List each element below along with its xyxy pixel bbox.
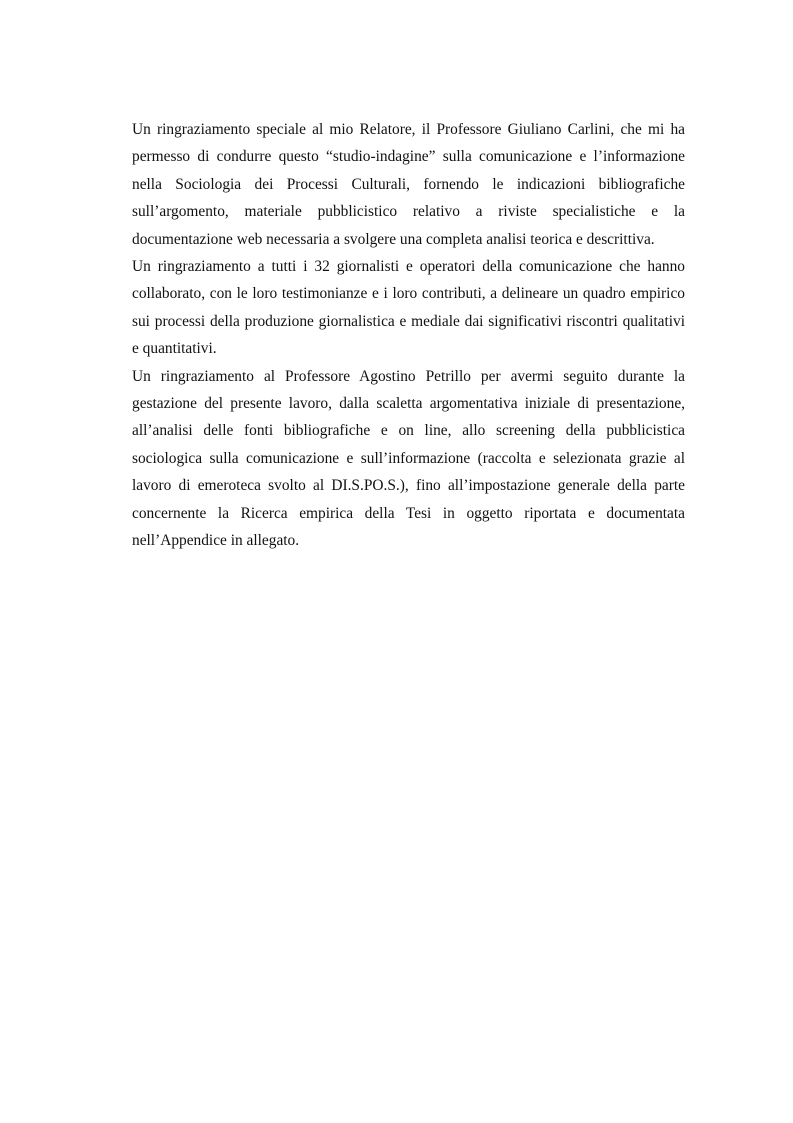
acknowledgements-text <box>132 116 685 555</box>
paragraph-petrillo: Un ringraziamento al Professore Agostino Petrillo per avermi seguito durante la gestazione del presente lavoro, dalla scaletta argomentativa iniziale di presentazione, all’analisi delle fonti bibliografiche e on line, allo screening della pubblicistica sociologica sulla comunicazione e sull’informazione (raccolta e selezionata grazie al lavoro di emeroteca svolto al DI.S.PO.S.), fino all’impostazione generale della parte concernente la Ricerca empirica della Tesi in oggetto riportata e documentata nell’Appendice in allegato. <box>132 367 685 550</box>
paragraph-giornalisti: Un ringraziamento a tutti i 32 giornalisti e operatori della comunicazione che hanno collaborato, con le loro testimonianze e i loro contributi, a delineare un quadro empirico sui processi della produzione giornalistica e mediale dai significativi riscontri qualitativi e quantitativi. <box>132 258 685 358</box>
paragraph-relatore: Un ringraziamento speciale al mio Relatore, il Professore Giuliano Carlini, che mi ha permesso di condurre questo “studio-indagine” sulla comunicazione e l’informazione nella Sociologia dei Processi Culturali, fornendo le indicazioni bibliografiche sull’argomento, materiale pubblicistico relativo a riviste specialistiche e la documentazione web necessaria a svolgere una completa analisi teorica e descrittiva. <box>132 121 685 248</box>
